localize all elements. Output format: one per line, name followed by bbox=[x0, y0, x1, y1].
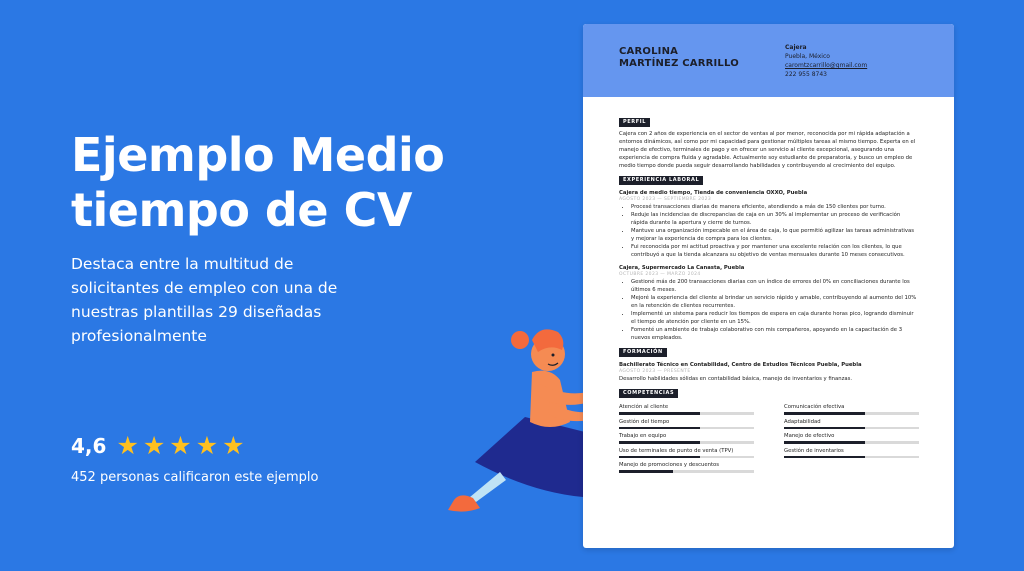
skill-item: Manejo de promociones y descuentos bbox=[619, 461, 754, 473]
skill-bar bbox=[784, 427, 865, 430]
star-icon: ★ bbox=[116, 431, 139, 460]
star-icon: ★ bbox=[142, 431, 166, 460]
cv-document bbox=[583, 24, 954, 548]
cv-contact bbox=[785, 43, 867, 79]
cv-profile-section bbox=[619, 118, 918, 170]
cv-education-section bbox=[619, 348, 918, 383]
rating bbox=[71, 431, 249, 460]
skill-item: Atención al cliente bbox=[619, 403, 754, 415]
rating-note: 452 personas calificaron este ejemplo bbox=[71, 470, 319, 485]
education-date: AGOSTO 2023 — PRESENTE bbox=[619, 369, 691, 374]
section-tag: FORMACIÓN bbox=[619, 348, 667, 357]
skill-bar bbox=[784, 412, 865, 415]
cv-experience-section bbox=[619, 176, 918, 342]
skill-bar bbox=[619, 441, 700, 444]
page-subtitle: Destaca entre la multitud de solicitantes de empleo con una de nuestras plantillas 29 diseñadas profesionalmente bbox=[71, 255, 338, 345]
skill-item: Adaptabilidad bbox=[784, 418, 919, 430]
cv-location: Puebla, México bbox=[785, 53, 830, 60]
cv-phone: 222 955 8743 bbox=[785, 71, 827, 78]
list-item: • Procesé transacciones diarias de manera eficiente, atendiendo a más de 150 clientes por turno. bbox=[631, 203, 918, 211]
list-item: • Fui reconocida por mi actitud proactiva y por mantener una excelente relación con los clientes, lo que contribuyó a que la tienda alcanzara su objetivo de ventas mensuales durante 10 meses consecutivos. bbox=[631, 243, 918, 259]
section-tag: COMPETENCIAS bbox=[619, 389, 678, 398]
list-item: • Fomenté un ambiente de trabajo colaborativo con mis compañeros, apoyando en la capacitación de 3 nuevos empleados. bbox=[631, 326, 918, 342]
list-item: • Implementé un sistema para reducir los tiempos de espera en caja durante horas pico, logrando disminuir el tiempo de atención por cliente en un 15%. bbox=[631, 310, 918, 326]
job-title: Cajera de medio tiempo, Tienda de conveniencia OXXO, Puebla bbox=[619, 190, 808, 196]
skill-item: Gestión de inventarios bbox=[784, 447, 919, 459]
section-tag: PERFIL bbox=[619, 118, 650, 127]
job-date: OCTUBRE 2023 — MARZO 2024 bbox=[619, 272, 701, 277]
skill-bar bbox=[784, 456, 865, 459]
job-bullets bbox=[619, 203, 918, 259]
job-date: AGOSTO 2023 — SEPTIEMBRE 2023 bbox=[619, 197, 712, 202]
list-item: • Mejoré la experiencia del cliente al brindar un servicio rápido y amable, contribuyendo al aumento del 10% en la retención de clientes recurrentes. bbox=[631, 294, 918, 310]
cv-name: CAROLINA MARTÍNEZ CARRILLO bbox=[619, 46, 739, 69]
skill-item: Uso de terminales de punto de venta (TPV) bbox=[619, 447, 754, 459]
profile-text: Cajera con 2 años de experiencia en el sector de ventas al por menor, reconocida por mi rápida adaptación a entornos dinámicos, así como por mi capacidad para gestionar múltiples tareas al mismo tiempo. Experta en el manejo de efectivo, terminales de pago y en ofrecer un servicio al cliente excepcional, asegurando una experiencia de compra fluida y agradable. Actualmente soy estudiante de preparatoria, y busco un empleo de medio tiempo donde pueda seguir desarrollando habilidades y contribuyendo al crecimiento del equipo. bbox=[619, 131, 916, 169]
cv-header bbox=[583, 24, 954, 97]
skill-bar bbox=[619, 427, 700, 430]
skill-bar bbox=[619, 456, 700, 459]
list-item: • Reduje las incidencias de discrepancias de caja en un 30% al implementar un proceso de verificación rápida durante la apertura y cierre de turnos. bbox=[631, 211, 918, 227]
rating-value: 4,6 bbox=[71, 434, 107, 458]
education-title: Bachillerato Técnico en Contabilidad, Centro de Estudios Técnicos Puebla, Puebla bbox=[619, 362, 862, 368]
job-bullets bbox=[619, 278, 918, 342]
list-item: • Mantuve una organización impecable en el área de caja, lo que permitió agilizar las tareas administrativas y mejorar la experiencia de compra para los clientes. bbox=[631, 227, 918, 243]
section-tag: EXPERIENCIA LABORAL bbox=[619, 176, 703, 185]
list-item: • Gestioné más de 200 transacciones diarias con un índice de errores del 0% en conciliaciones durante los últimos 6 meses. bbox=[631, 278, 918, 294]
cv-role: Cajera bbox=[785, 44, 807, 51]
skill-item: Comunicación efectiva bbox=[784, 403, 919, 415]
skill-item: Gestión del tiempo bbox=[619, 418, 754, 430]
cv-skills-section bbox=[619, 389, 918, 473]
star-icon: ★ bbox=[195, 431, 219, 460]
skill-bar bbox=[619, 412, 700, 415]
star-icon: ★ bbox=[222, 431, 245, 460]
skill-bar bbox=[784, 441, 865, 444]
job-title: Cajera, Supermercado La Canasta, Puebla bbox=[619, 265, 745, 271]
skills-grid bbox=[619, 403, 918, 473]
skill-item: Trabajo en equipo bbox=[619, 432, 754, 444]
skill-bar bbox=[619, 470, 673, 473]
cv-email[interactable]: caromtzcarrillo@gmail.com bbox=[785, 62, 868, 69]
page-title: Ejemplo Medio tiempo de CV bbox=[71, 128, 445, 237]
skill-item: Manejo de efectivo bbox=[784, 432, 919, 444]
star-icon: ★ bbox=[169, 431, 192, 460]
education-text: Desarrollo habilidades sólidas en contabilidad básica, manejo de inventarios y finanzas. bbox=[619, 376, 853, 382]
